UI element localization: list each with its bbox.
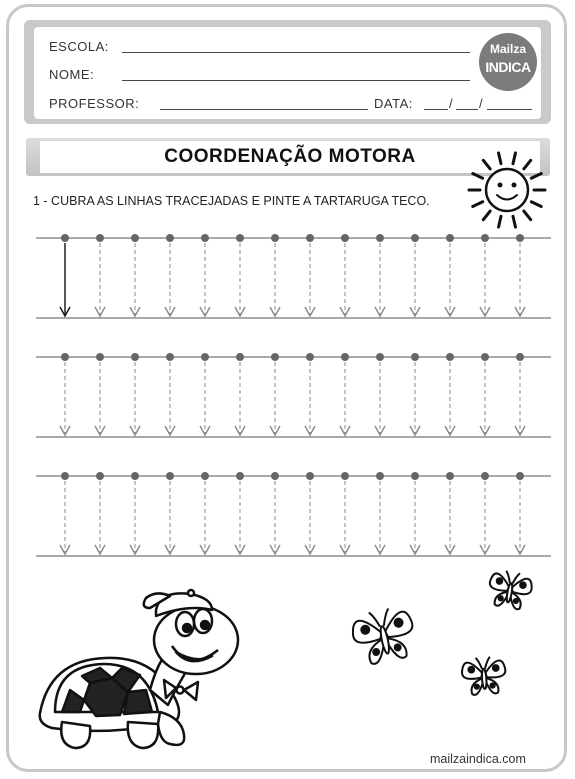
start-dot [481,472,489,480]
start-dot [236,472,244,480]
start-dot [306,353,314,361]
start-dot [236,234,244,242]
start-dot [306,472,314,480]
start-dot [341,472,349,480]
start-dot [131,472,139,480]
start-dot [166,234,174,242]
start-dot [131,353,139,361]
date-separator: / [449,96,454,111]
start-dot [201,472,209,480]
start-dot [201,353,209,361]
start-dot [481,234,489,242]
start-dot [201,234,209,242]
start-dot [96,472,104,480]
start-dot [341,234,349,242]
start-dot [376,353,384,361]
start-dot [271,353,279,361]
start-dot [411,234,419,242]
turtle-icon [40,590,238,748]
tracing-grid[interactable] [36,234,551,556]
start-dot [96,234,104,242]
start-dot [166,353,174,361]
start-dot [61,353,69,361]
butterfly-icon [461,656,507,696]
date-label: DATA: [374,96,413,111]
start-dot [341,353,349,361]
start-dot [516,234,524,242]
logo-text-top: Mailza [489,42,526,56]
start-dot [271,472,279,480]
start-dot [61,234,69,242]
start-dot [516,353,524,361]
butterfly-icon [486,568,534,611]
start-dot [446,472,454,480]
start-dot [236,353,244,361]
instruction-text: 1 - CUBRA AS LINHAS TRACEJADAS E PINTE A TARTARUGA TECO. [33,194,430,208]
footer-url[interactable]: mailzaindica.com [430,752,526,766]
start-dot [376,234,384,242]
start-dot [446,353,454,361]
start-dot [481,353,489,361]
name-label: NOME: [49,67,95,82]
start-dot [166,472,174,480]
start-dot [446,234,454,242]
logo-text-bottom: INDICA [485,59,531,75]
teacher-label: PROFESSOR: [49,96,140,111]
start-dot [306,234,314,242]
start-dot [131,234,139,242]
start-dot [271,234,279,242]
start-dot [516,472,524,480]
page-title: COORDENAÇÃO MOTORA [164,146,416,167]
start-dot [96,353,104,361]
start-dot [376,472,384,480]
start-dot [61,472,69,480]
sun-icon [469,153,545,227]
butterfly-icon [349,604,419,667]
start-dot [411,472,419,480]
start-dot [411,353,419,361]
date-separator: / [479,96,484,111]
school-label: ESCOLA: [49,39,109,54]
